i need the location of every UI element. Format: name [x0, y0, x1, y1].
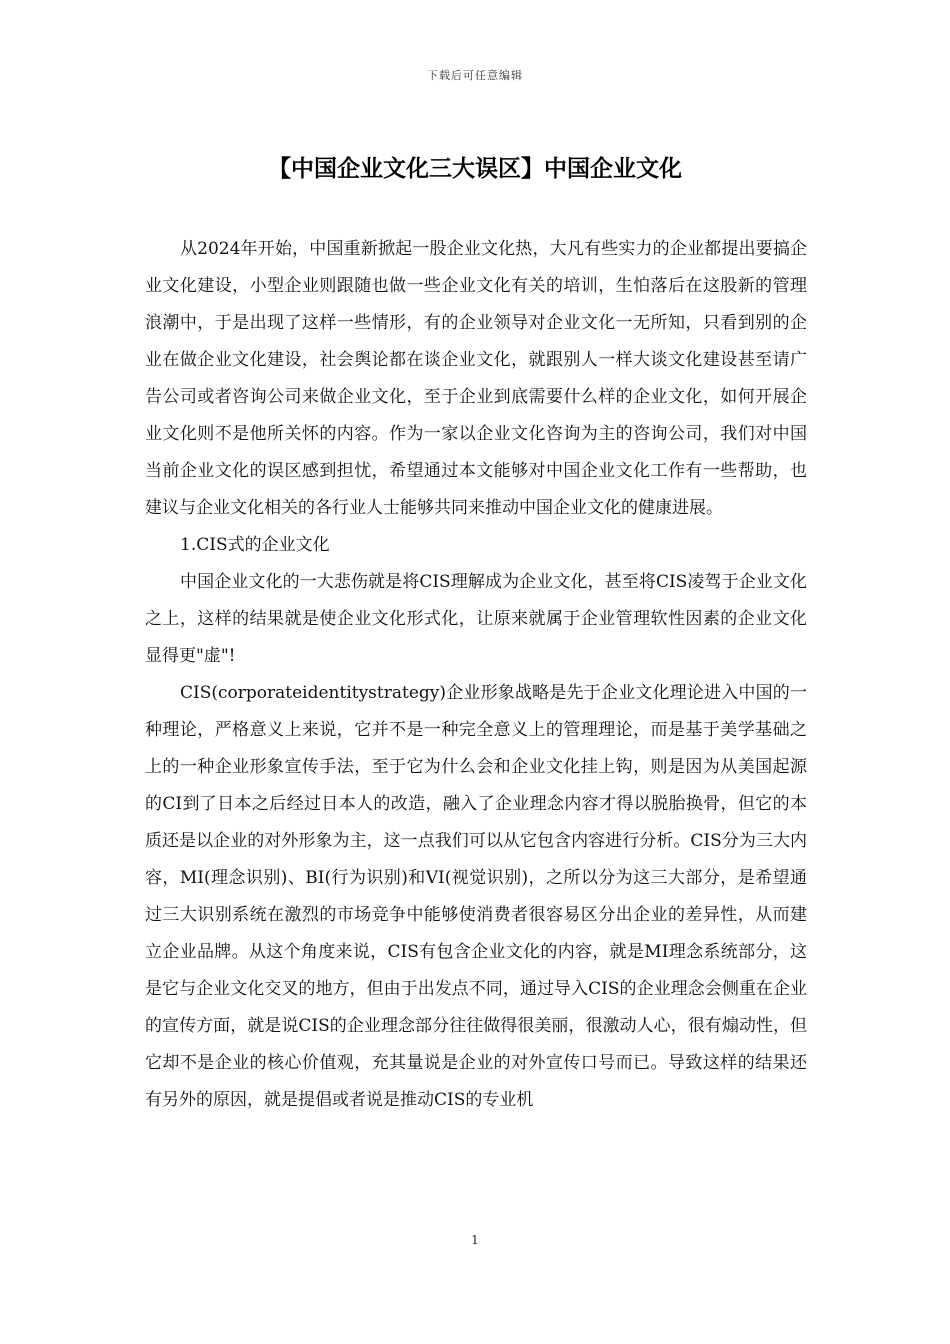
intro-paragraph: 从2024年开始，中国重新掀起一股企业文化热，大凡有些实力的企业都提出要搞企业文化建设，小型企业则跟随也做一些企业文化有关的培训，生怕落后在这股新的管理浪潮中，于是出现了这样一些情形，有的企业领导对企业文化一无所知，只看到别的企业在做企业文化建设，社会舆论都在谈企业文化，就跟别人一样大谈文化建设甚至请广告公司或者咨询公司来做企业文化，至于企业到底需要什么样的企业文化，如何开展企业文化则不是他所关怀的内容。作为一家以企业文化咨询为主的咨询公司，我们对中国当前企业文化的误区感到担忧，希望通过本文能够对中国企业文化工作有一些帮助，也建议与企业文化相关的各行业人士能够共同来推动中国企业文化的健康进展。 [145, 239, 807, 518]
section-paragraph-2: CIS(corporateidentitystrategy)企业形象战略是先于企业文化理论进入中国的一种理论，严格意义上来说，它并不是一种完全意义上的管理理论，而是基于美学基础之上的一种企业形象宣传手法，至于它为什么会和企业文化挂上钩，则是因为从美国起源的CI到了日本之后经过日本人的改造，融入了企业理念内容才得以脱胎换骨，但它的本质还是以企业的对外形象为主，这一点我们可以从它包含内容进行分析。CIS分为三大内容，MI(理念识别)、BI(行为识别)和VI(视觉识别)，之所以分为这三大部分，是希望通过三大识别系统在激烈的市场竞争中能够使消费者很容易区分出企业的差异性，从而建立企业品牌。从这个角度来说，CIS有包含企业文化的内容，就是MI理念系统部分，这是它与企业文化交叉的地方，但由于出发点不同，通过导入CIS的企业理念会侧重在企业的宣传方面，就是说CIS的企业理念部分往往做得很美丽，很激动人心，很有煽动性，但它却不是企业的核心价值观，充其量说是企业的对外宣传口号而已。导致这样的结果还有另外的原因，就是提倡或者说是推动CIS的专业机 [145, 683, 807, 1110]
page-number: 1 [471, 1233, 479, 1247]
document-title: 【中国企业文化三大误区】中国企业文化 [268, 156, 682, 182]
document-body [145, 231, 807, 1119]
header-note: 下载后可任意编辑 [427, 69, 523, 82]
section-heading: 1.CIS式的企业文化 [180, 535, 330, 555]
section-paragraph-1: 中国企业文化的一大悲伤就是将CIS理解成为企业文化，甚至将CIS凌驾于企业文化之上，这样的结果就是使企业文化形式化，让原来就属于企业管理软性因素的企业文化显得更"虚"! [145, 572, 807, 666]
